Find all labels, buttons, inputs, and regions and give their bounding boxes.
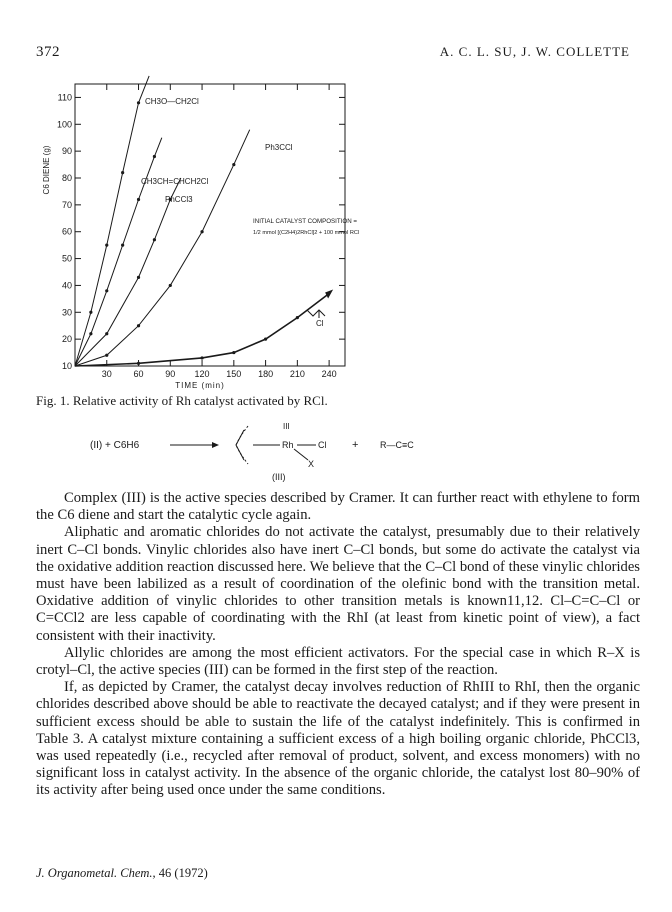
y-tick-label: 70 — [61, 199, 72, 210]
y-tick-label: 40 — [61, 280, 72, 291]
x-axis-label: TIME (min) — [175, 381, 225, 390]
rh-label: Rh — [282, 440, 294, 450]
x-tick-label: 240 — [321, 369, 337, 379]
series-point — [137, 362, 140, 365]
page-number: 372 — [36, 44, 60, 60]
plot-frame — [75, 84, 345, 366]
series-point — [200, 230, 203, 233]
x-tick-label: 180 — [258, 369, 274, 379]
series-line-1 — [75, 76, 149, 366]
series-point — [89, 332, 92, 335]
series-point — [105, 289, 108, 292]
allyl-ligand-icon — [236, 426, 248, 464]
y-tick-label: 30 — [61, 307, 72, 318]
series-label-b: Ph3CCl — [265, 143, 293, 152]
reaction-scheme — [90, 418, 590, 482]
series-point — [89, 311, 92, 314]
annotation-title: INITIAL CATALYST COMPOSITION = — [253, 218, 357, 225]
y-tick-label: 50 — [61, 253, 72, 264]
chart-ticks — [42, 84, 345, 390]
series-point — [105, 332, 108, 335]
series-point — [169, 284, 172, 287]
paragraph-2: Aliphatic and aromatic chlorides do not activate the catalyst, presumably due to their relatively inert C–Cl bonds. Vinylic chlorides also have inert C–Cl bonds, but some do activate the catalyst via the oxidative addition reaction discussed here. We believe that the C–Cl bond of these vinylic chlorides must have been labilized as a result of coordination of the olefinic bond with the transition metal. Oxidative addition of vinylic chlorides to other transition metals is known11,12. Cl–C=C–Cl or C=CCl2 are less capable of coordinating with the RhI (at least from kinetic point of view), a fact consistent with their inactivity. — [36, 524, 640, 644]
series-point — [121, 244, 124, 247]
cl-label: Cl — [318, 440, 327, 450]
series-point — [137, 324, 140, 327]
annotation-formula: 1/2 mmol [(C2H4)2RhCl]2 + 100 mmol RCl — [253, 230, 360, 236]
journal-footer — [36, 866, 208, 881]
series-line-5 — [75, 293, 329, 366]
y-tick-label: 90 — [61, 146, 72, 157]
series-point — [137, 101, 140, 104]
y-tick-label: 80 — [61, 173, 72, 183]
series-label-d: PhCCl3 — [165, 195, 193, 204]
paragraph-3: Allylic chlorides are among the most efficient activators. For the special case in which R–X is crotyl–Cl, the active species (III) can be formed in the first step of the reaction. — [36, 644, 640, 679]
compound-label: (III) — [272, 472, 286, 482]
series-label-e: Cl — [316, 319, 324, 328]
series-point — [153, 155, 156, 158]
series-point — [200, 356, 203, 359]
y-tick-label: 100 — [56, 119, 72, 130]
series-point — [121, 171, 124, 174]
x-tick-label: 150 — [226, 369, 242, 379]
y-axis-label: C6 DIENE (g) — [42, 145, 51, 195]
arrow-head-icon — [212, 442, 219, 448]
figure-caption: Fig. 1. Relative activity of Rh catalyst activated by RCl. — [36, 393, 328, 408]
series-point — [105, 244, 108, 247]
series-point — [232, 351, 235, 354]
x-tick-label: 30 — [101, 369, 112, 379]
series-line-3 — [75, 178, 181, 366]
series-point — [153, 238, 156, 241]
y-tick-label: 110 — [57, 92, 72, 103]
series-point — [232, 163, 235, 166]
series-point — [296, 316, 299, 319]
scheme-product: R—C≡C — [380, 440, 414, 450]
x-tick-label: 90 — [165, 369, 176, 379]
series-arrow-icon — [325, 289, 333, 298]
running-head: A. C. L. SU, J. W. COLLETTE — [439, 44, 630, 59]
series-point — [137, 198, 140, 201]
rh-oxidation: III — [283, 422, 290, 431]
journal-name: J. Organometal. Chem., — [36, 866, 156, 880]
x-tick-label: 120 — [194, 369, 210, 379]
allyl-structure-icon — [307, 310, 325, 318]
series-label-c: CH3CH=CHCH2Cl — [141, 177, 209, 186]
y-tick-label: 60 — [61, 226, 72, 237]
x-tick-label: 60 — [133, 369, 144, 379]
rh-x-bond — [294, 449, 308, 460]
scheme-plus: + — [352, 439, 359, 451]
paragraph-1: Complex (III) is the active species described by Cramer. It can further react with ethylene to form the C6 diene and start the catalytic cycle again. — [36, 490, 640, 524]
journal-volume: 46 (1972) — [158, 866, 208, 880]
x-label: X — [308, 459, 315, 469]
chart-axes — [75, 84, 345, 366]
figure-chart — [40, 66, 360, 391]
x-tick-label: 210 — [289, 369, 305, 379]
series-line-4 — [75, 130, 250, 366]
series-point — [137, 276, 140, 279]
paragraph-4: If, as depicted by Cramer, the catalyst decay involves reduction of RhIII to RhI, then the organic chlorides described above should be able to reactivate the decayed catalyst; and if they were present in sufficient excess should be able to sustain the life of the catalyst indefinitely. This is confirmed in Table 3. A catalyst mixture containing a sufficient excess of a high boiling organic chloride, PhCCl3, was used repeatedly (i.e., recycled after removal of product, solvent, and excess monomers) with no significant loss in catalyst activity. In the absence of the organic chloride, the catalyst lost 80–90% of its activity after being used once under the same conditions. — [36, 679, 640, 799]
body-text — [36, 490, 640, 800]
series-label-a: CH3O—CH2Cl — [145, 97, 199, 106]
series-point — [105, 354, 108, 357]
series-point — [264, 338, 267, 341]
y-tick-label: 10 — [61, 361, 72, 371]
scheme-reactant: (II) + C6H6 — [90, 440, 140, 451]
allyl-bonds-icon — [236, 430, 244, 460]
y-tick-label: 20 — [61, 334, 72, 345]
